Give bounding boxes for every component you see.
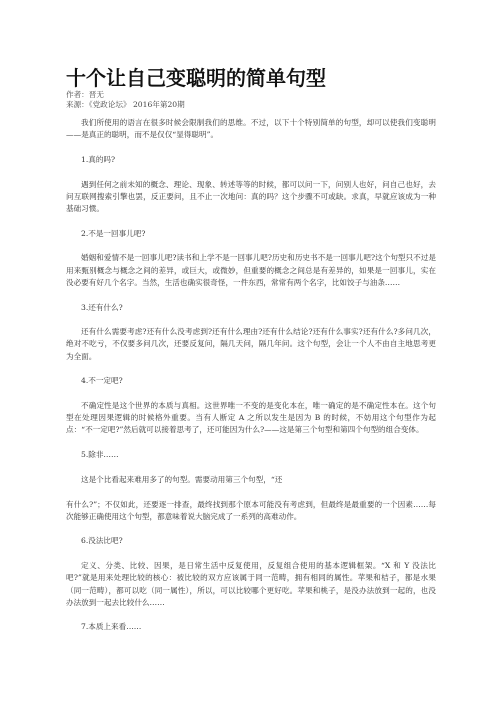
section-heading-1: 1.真的吗?: [81, 154, 116, 164]
section-heading-6: 6.没法比吧?: [81, 536, 123, 546]
section-body-2: 婚姻和爱情不是一回事儿吧?读书和上学不是一回事儿吧?历史和历史书不是一回事儿吧?这个句型只不过是用来甄别概念与概念之间的差异，或巨大，或微妙，但重要的概念之间总是有差异的，如果是一回事儿，实在没必要有好几个名字。当然，生活也确实很奇怪，一件东西，常常有两个名字，比如饺子与油条……: [66, 253, 436, 287]
section-body-1: 遇到任何之前未知的概念、理论、现象、转述等等的时候，都可以问一下，问别人也好，问自己也好，去问互联网搜索引擎也罢，反正要问，且不止一次地问：真的吗？这个步骤不可或缺。求真，早就应该成为一种基础习惯。: [66, 179, 436, 214]
author-line: 作者：晋无: [66, 90, 104, 99]
section-body-5-line1: 这是个比看起来难用多了的句型。需要动用第三个句型，“还: [81, 474, 283, 484]
section-heading-7: 7.本质上来看……: [81, 622, 142, 632]
section-heading-2: 2.不是一回事儿吧?: [81, 228, 146, 238]
intro-paragraph: 我们所使用的语言在很多时候会限制我们的思维。不过，以下十个特别简单的句型，却可以使我们变聪明——是真正的聪明，而不是仅仅“显得聪明”。: [66, 118, 436, 140]
section-body-3: 还有什么需要考虑?还有什么没考虑到?还有什么理由?还有什么结论?还有什么事实?还有什么?多问几次，绝对不吃亏，不仅要多问几次，还要反复问，隔几天问，隔几年问。这个句型，会让一个人不由自主地思考更为全面。: [66, 327, 436, 361]
article-body: [66, 117, 436, 646]
section-body-5-line2: 有什么?”；不仅如此，还要逐一排查，最终找到那个原本可能没有考虑到，但最终是最重要的一个因素……每次能够正确使用这个句型，都意味着说大脑完成了一系列的高难动作。: [66, 499, 436, 521]
article-title: 十个让自己变聪明的简单句型: [66, 66, 326, 90]
section-heading-4: 4.不一定吧?: [81, 376, 123, 386]
section-heading-3: 3.还有什么?: [81, 302, 123, 312]
source-line: 来源：《党政论坛》 2016年第20期: [66, 100, 185, 109]
section-body-4: 不确定性是这个世界的本质与真相。这世界唯一不变的是变化本在，唯一确定的是不确定性本在。这个句型在处理因果逻辑的时候格外重要。当有人断定 A 之所以发生是因为 B 的时候，不妨用这个句型作为起点：“不一定吧?”然后就可以接着思考了，还可能因为什么?——这是第三个句型和第四个句型的组合变体。: [66, 401, 436, 435]
section-body-6: 定义、分类、比较、因果，是日常生活中反复使用，反复组合使用的基本逻辑框架。“X 和 Y 没法比吧?”就是用来处理比较的核心：被比较的双方应该属于同一范畴，拥有相同的属性。苹果和桔子，都是水果（同一范畴），都可以吃（同一属性），所以，可以比较哪个更好吃。苹果和桃子，是没办法放到一起的，也没办法放到一起去比较什么……: [66, 561, 436, 607]
section-heading-5: 5.除非……: [81, 450, 119, 460]
